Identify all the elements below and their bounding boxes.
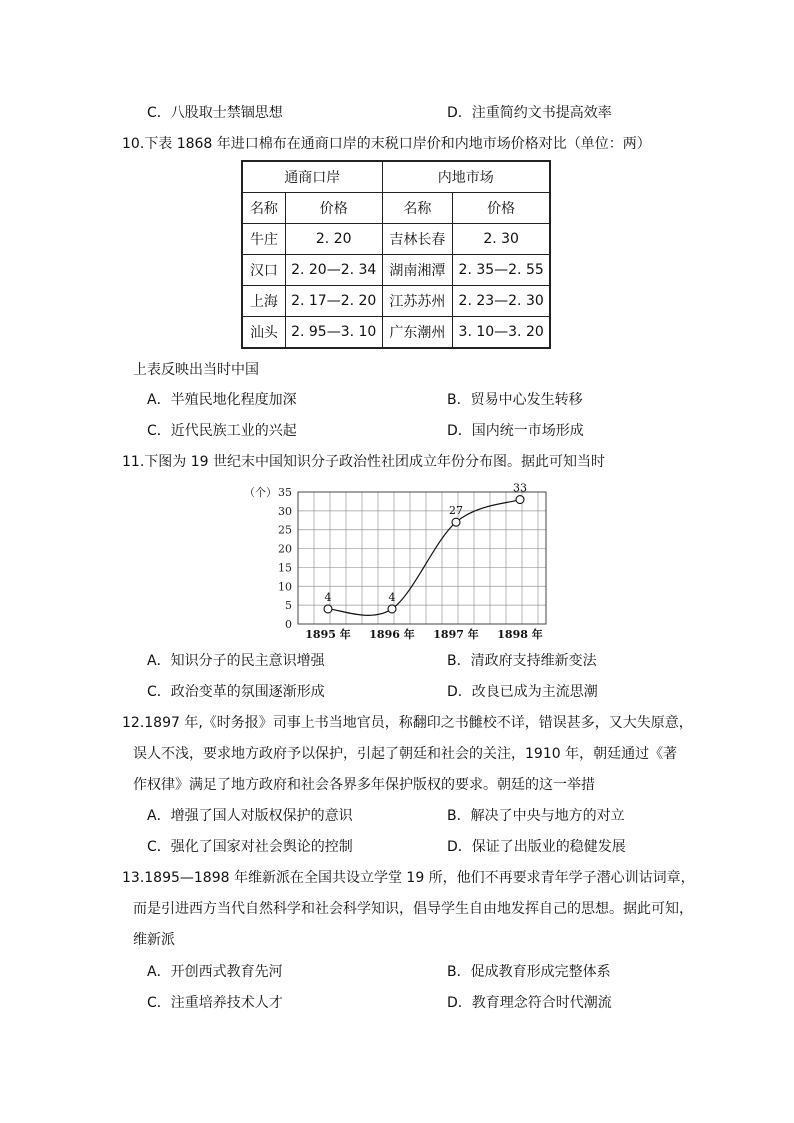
y-tick-label: 5 <box>285 599 292 613</box>
q10-stem: 10.下表 1868 年进口棉布在通商口岸的末税口岸价和内地市场价格对比（单位：两） <box>122 136 651 152</box>
table-cell: 吉林长春 <box>382 224 453 255</box>
q12-option-b: B．解决了中央与地方的对立 <box>447 808 625 824</box>
table-cell: 汕头 <box>242 317 285 349</box>
q12-line-1: 12.1897 年,《时务报》司事上书当地官员，称翻印之书雠校不详，错误甚多，又大失原意， <box>122 715 693 731</box>
table-row <box>242 193 550 224</box>
data-label: 4 <box>324 590 332 604</box>
q13-option-d: D．教育理念符合时代潮流 <box>447 995 612 1011</box>
q13-option-c: C．注重培养技术人才 <box>147 995 283 1011</box>
col-header-name: 名称 <box>242 193 285 224</box>
q12-option-c: C．强化了国家对社会舆论的控制 <box>147 839 353 855</box>
price-table <box>241 160 551 349</box>
q11-option-a: A．知识分子的民主意识增强 <box>147 653 325 669</box>
table-row <box>242 224 550 255</box>
table-cell: 湖南湘潭 <box>382 255 453 286</box>
table-row <box>242 161 550 193</box>
q13-line-3: 维新派 <box>133 932 175 948</box>
q11-option-b: B．清政府支持维新变法 <box>447 653 597 669</box>
table-row <box>242 286 550 317</box>
q11-option-d: D．改良已成为主流思潮 <box>447 684 598 700</box>
q11-option-c: C．政治变革的氛围逐渐形成 <box>147 684 325 700</box>
table-cell: 2. 30 <box>453 224 550 255</box>
q12-option-d: D．保证了出版业的稳健发展 <box>447 839 626 855</box>
q10-option-d: D．国内统一市场形成 <box>447 423 584 439</box>
group-header-inland: 内地市场 <box>382 161 550 193</box>
table-cell: 牛庄 <box>242 224 285 255</box>
table-cell: 江苏苏州 <box>382 286 453 317</box>
y-tick-label: 10 <box>278 580 292 594</box>
chart-svg <box>244 482 554 642</box>
q11-stem: 11.下图为 19 世纪末中国知识分子政治性社团成立年份分布图。据此可知当时 <box>122 454 605 470</box>
x-tick-label: 1898 年 <box>497 628 543 641</box>
society-count-chart <box>244 482 554 642</box>
col-header-price: 价格 <box>453 193 550 224</box>
q9-option-c: C．八股取士禁锢思想 <box>147 105 283 121</box>
x-tick-label: 1895 年 <box>305 628 351 641</box>
q12-line-2: 误人不浅，要求地方政府予以保护，引起了朝廷和社会的关注，1910 年，朝廷通过《著 <box>133 746 678 762</box>
table-row <box>242 255 550 286</box>
data-label: 27 <box>449 504 463 518</box>
table-cell: 广东潮州 <box>382 317 453 349</box>
q13-line-2: 而是引进西方当代自然科学和社会科学知识，倡导学生自由地发挥自己的思想。据此可知， <box>133 901 693 917</box>
table-cell: 上海 <box>242 286 285 317</box>
y-tick-label: 30 <box>278 504 292 518</box>
table-cell: 2. 35—2. 55 <box>453 255 550 286</box>
q10-option-a: A．半殖民地化程度加深 <box>147 392 297 408</box>
col-header-price: 价格 <box>285 193 382 224</box>
table-cell: 3. 10—3. 20 <box>453 317 550 349</box>
q12-line-3: 作权律》满足了地方政府和社会各界多年保护版权的要求。朝廷的这一举措 <box>133 777 595 793</box>
table-cell: 汉口 <box>242 255 285 286</box>
y-tick-label: 15 <box>278 561 292 575</box>
q10-option-c: C．近代民族工业的兴起 <box>147 423 297 439</box>
table-cell: 2. 95—3. 10 <box>285 317 382 349</box>
x-tick-label: 1897 年 <box>433 628 479 641</box>
y-tick-label: 20 <box>278 542 292 556</box>
q10-followup: 上表反映出当时中国 <box>133 362 259 378</box>
q9-option-d: D．注重简约文书提高效率 <box>447 105 612 121</box>
x-tick-label: 1896 年 <box>369 628 415 641</box>
y-tick-label: 0 <box>285 618 292 631</box>
y-tick-label: 35 <box>278 486 292 499</box>
data-label: 4 <box>388 590 396 604</box>
data-point <box>452 518 460 526</box>
data-point <box>388 605 396 613</box>
q13-line-1: 13.1895—1898 年维新派在全国共设立学堂 19 所，他们不再要求青年学子潜心训诂词章， <box>122 870 695 886</box>
plot-frame <box>298 492 546 624</box>
table-cell: 2. 20 <box>285 224 382 255</box>
data-point <box>516 496 524 504</box>
q10-option-b: B．贸易中心发生转移 <box>447 392 583 408</box>
q13-option-a: A．开创西式教育先河 <box>147 964 283 980</box>
data-label: 33 <box>513 482 527 495</box>
series-line <box>328 500 520 616</box>
data-point <box>324 605 332 613</box>
q13-option-b: B．促成教育形成完整体系 <box>447 964 611 980</box>
table-cell: 2. 17—2. 20 <box>285 286 382 317</box>
table-cell: 2. 20—2. 34 <box>285 255 382 286</box>
group-header-ports: 通商口岸 <box>242 161 382 193</box>
col-header-name: 名称 <box>382 193 453 224</box>
y-tick-label: 25 <box>278 523 292 537</box>
table-row <box>242 317 550 349</box>
table-cell: 2. 23—2. 30 <box>453 286 550 317</box>
q12-option-a: A．增强了国人对版权保护的意识 <box>147 808 353 824</box>
y-axis-label: （个） <box>244 486 277 499</box>
